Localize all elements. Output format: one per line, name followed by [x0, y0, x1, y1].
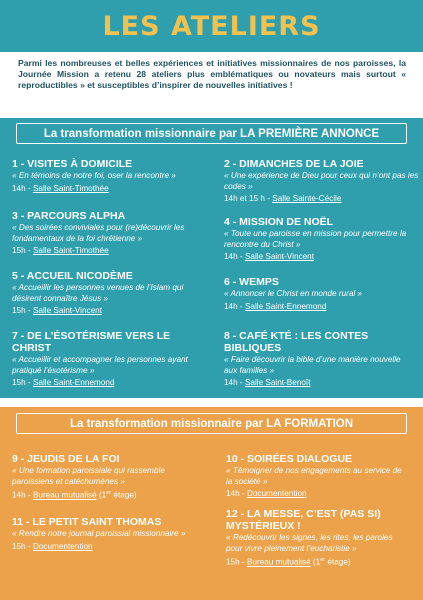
workshop-item	[12, 270, 212, 316]
workshop-name: 5 - ACCUEIL NICODÈME	[12, 270, 133, 282]
page-header	[0, 0, 423, 52]
workshop-time-room	[12, 245, 212, 256]
workshop-name: 1 - VISITES À DOMICILE	[12, 158, 133, 170]
workshop-time: 14h -	[226, 489, 247, 498]
workshop-time: 15h -	[226, 557, 247, 567]
workshop-room-link[interactable]: Bureau mutualisé	[246, 557, 311, 567]
workshop-item	[12, 516, 207, 552]
workshop-item	[12, 453, 207, 501]
workshop-time-room	[226, 555, 411, 568]
workshop-time-room	[224, 251, 423, 262]
workshop-time: 14h et 15 h -	[224, 194, 273, 203]
section-title: La transformation missionnaire par LA PREMIÈRE ANNONCE	[16, 123, 407, 144]
workshop-time: 14h -	[12, 183, 33, 193]
workshop-description: « En témoins de notre foi, oser la rencontre »	[12, 171, 176, 180]
workshop-name: 10 - SOIRÉES DIALOGUE	[226, 453, 353, 465]
workshop-time: 15h -	[12, 246, 33, 255]
workshop-time-room	[12, 183, 212, 194]
workshop-description: « Accueillir et accompagner les personnes ayant pratiqué l’ésotérisme »	[12, 355, 188, 375]
workshop-name: 12 - LA MESSE, C’EST (PAS SI) MYSTÉRIEUX !	[226, 508, 381, 532]
workshop-description: « Annoncer le Christ en monde rural »	[224, 289, 363, 298]
workshop-floor: (1	[96, 490, 107, 500]
workshop-room-link[interactable]: Salle Saint-Ennemond	[32, 378, 115, 387]
intro-paragraph: Parmi les nombreuses et belles expériences et initiatives missionnaires de nos paroisses, la Journée Mission a retenu 28 ateliers plus emblématiques ou novateurs mais surtout « reproductibles » et susceptibles d’inspirer de nouvelles initiatives !	[18, 58, 406, 90]
workshop-item	[12, 330, 197, 388]
workshop-time-room	[226, 488, 406, 499]
workshop-description: « Accueillir les personnes venues de l’Islam qui désirent connaître Jésus »	[12, 283, 184, 303]
workshop-time-room	[12, 305, 212, 316]
workshop-item	[226, 508, 411, 568]
workshop-description: « Redécouvrir les signes, les rites, les paroles pour vivre pleinement l’eucharistie »	[226, 533, 393, 553]
workshop-description: « Rendre notre journal paroissial missionnaire »	[12, 529, 186, 538]
workshop-item	[12, 210, 212, 256]
workshop-name: 2 - DIMANCHES DE LA JOIE	[224, 158, 364, 170]
workshop-time-room	[224, 301, 423, 312]
workshop-time-room	[12, 488, 207, 501]
workshop-description: « Toute une paroisse en mission pour permettre la rencontre du Christ »	[224, 229, 407, 249]
workshop-name: 7 - DE L’ÉSOTÉRISME VERS LE CHRIST	[12, 330, 171, 354]
workshop-name: 6 - WEMPS	[224, 276, 279, 288]
section-premiere-annonce	[0, 118, 423, 398]
workshop-floor-end: étage)	[325, 557, 351, 567]
workshop-time-room	[224, 377, 409, 388]
workshop-time: 15h -	[12, 306, 33, 315]
workshop-time: 14h -	[224, 378, 245, 387]
workshop-room-link[interactable]: Documentention	[32, 541, 93, 551]
workshop-room-link[interactable]: Salle Saint-Timothée	[32, 183, 109, 193]
workshop-floor-sup: er	[320, 557, 326, 563]
workshop-description: « Une formation paroissiale qui rassemble paroissiens et catéchumènes »	[12, 466, 165, 486]
workshop-description: « Une expérience de Dieu pour ceux qui n’ont pas les codes »	[224, 171, 419, 191]
workshop-floor: (1	[310, 557, 321, 567]
workshop-time: 14h -	[224, 252, 245, 261]
workshop-name: 3 - PARCOURS ALPHA	[12, 210, 126, 222]
workshop-description: « Témoigner de nos engagements au service de la société »	[226, 466, 402, 486]
section-title: La transformation missionnaire par LA FORMATION	[16, 413, 407, 434]
workshop-item	[224, 330, 409, 388]
section-formation	[0, 407, 423, 600]
workshop-name: 11 - LE PETIT SAINT THOMAS	[12, 516, 162, 528]
workshop-room-link[interactable]: Salle Saint-Vincent	[244, 252, 314, 261]
workshop-room-link[interactable]: Salle Saint-Ennemond	[244, 301, 327, 311]
workshop-description: « Faire découvrir la bible d’une manière nouvelle aux familles »	[224, 355, 401, 375]
workshop-time-room	[12, 377, 197, 388]
workshop-room-link[interactable]: Salle Saint-Vincent	[32, 306, 102, 315]
workshop-item	[12, 158, 212, 194]
workshop-time-room	[224, 193, 423, 204]
workshop-item	[224, 276, 423, 312]
workshop-time: 14h -	[224, 301, 245, 311]
workshop-item	[224, 158, 423, 204]
workshop-description: « Des soirées conviviales pour (re)découvrir les fondamentaux de la foi chrétienne »	[12, 223, 185, 243]
workshop-name: 9 - JEUDIS DE LA FOI	[12, 453, 120, 465]
workshop-room-link[interactable]: Salle Saint-Timothée	[32, 246, 109, 255]
workshop-name: 4 - MISSION DE NOËL	[224, 216, 334, 228]
workshop-room-link[interactable]: Documentention	[246, 489, 307, 498]
workshop-name: 8 - CAFÉ KTÉ : LES CONTES BIBLIQUES	[224, 330, 369, 354]
workshop-time-room	[12, 541, 207, 552]
workshop-item	[224, 216, 423, 262]
workshop-room-link[interactable]: Salle Sainte-Cécile	[272, 194, 342, 203]
workshop-item	[226, 453, 406, 499]
workshop-room-link[interactable]: Bureau mutualisé	[32, 490, 97, 500]
workshop-floor-sup: er	[106, 490, 112, 496]
workshop-time: 15h -	[12, 378, 33, 387]
workshop-room-link[interactable]: Salle Saint-Benoît	[244, 378, 311, 387]
workshop-time: 15h -	[12, 541, 33, 551]
page-title: LES ATELIERS	[102, 10, 321, 42]
workshop-time: 14h -	[12, 490, 33, 500]
workshop-floor-end: étage)	[111, 490, 137, 500]
